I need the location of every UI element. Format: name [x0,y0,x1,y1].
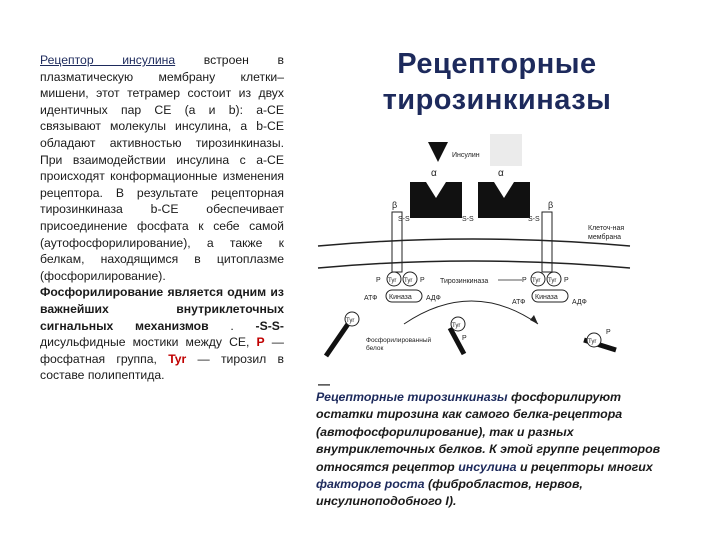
receptor-description [40,52,284,384]
kinase-label-left: Киназа [389,294,412,301]
alpha-subunit-left [410,182,462,218]
adp-right: АДФ [572,299,587,306]
caption-dash: — [318,377,330,391]
tyr-left-1: Tyr [388,278,397,284]
protein-tyr-right: Tyr [588,339,597,345]
ss-bridge-right: S-S [528,216,540,223]
tyr-definition: — тирозил в составе полипептида. [40,351,284,383]
receptor-lead-link[interactable]: Рецептор инсулина [40,53,176,67]
caption-body-3: (фибробластов, нервов, инсулиноподобного I). [316,477,583,509]
receptor-diagram [312,128,644,370]
ss-term: -S-S- [255,318,284,333]
atp-left: АТФ [364,295,378,302]
beta-label-right: β [548,200,554,210]
caption-body-2: и рецепторы многих [516,459,653,474]
cell-membrane-inner [318,261,630,268]
tyr-right-1: Tyr [532,278,541,284]
phosphorylation-statement: Фосфорилирование является одним из важнейших внутриклеточных сигнальных механизмов [40,285,284,333]
growth-factors-link[interactable]: факторов роста [316,477,425,492]
kinase-label-right: Киназа [535,294,558,301]
alpha-subunit-right [478,182,530,218]
alpha-label-left: α [431,168,437,179]
p-left-1: P [376,277,381,284]
p-term: P [256,335,265,350]
p-right-2: P [564,277,569,284]
ss-bridge-left: S-S [398,216,410,223]
insulin-marker-icon [428,142,448,162]
protein-body-left [326,324,348,356]
membrane-label-2: мембрана [588,234,621,241]
cell-membrane [318,239,630,246]
statement-dot: . [208,318,256,333]
protein-tyr-center: Tyr [452,323,461,329]
ss-bridge-center: S-S [462,216,474,223]
title-line-2: тирозинкиназы [382,84,612,116]
paragraph-main: встроен в плазматическую мембрану клетки–мишени, этот тетрамер состоит из двух идентичных пар СЕ (а и b): a‑СЕ связывают молекулы инсулина, а b‑СЕ обладают активностью тирозинкиназы. При взаимодействии инсулина с а‑СЕ происходят конформационные изменения рецептора. В результате рецепторная тирозинкиназа b‑СЕ обеспечивает присоединение фосфата к себе самой (аутофосфорилирование), а также к белкам, находящимся в цитоплазме (фосфорилирование). [40,53,284,283]
ss-definition: дисульфидные мостики между СЕ, [40,335,250,350]
tk-label: Тирозинкиназа [440,278,489,285]
protein-p-center: P [462,335,467,342]
protein-label-2: белок [366,345,384,352]
atp-right: АТФ [512,299,526,306]
tyr-right-2: Tyr [548,278,557,284]
p-definition: — фосфатная группа, [40,335,284,366]
tyr-left-2: Tyr [404,278,413,284]
p-left-2: P [420,277,425,284]
tyr-term: Tyr [168,351,187,366]
p-right-1: P [522,277,527,284]
adp-left: АДФ [426,295,441,302]
caption-term-link[interactable]: Рецепторные тирозинкиназы [316,390,508,404]
title-line-1: Рецепторные [397,48,597,80]
protein-p-right: P [606,329,611,336]
beta-label-left: β [392,200,398,210]
insulin-link[interactable]: инсулина [458,459,517,474]
slide-title [372,46,622,118]
insulin-box [490,134,522,166]
protein-label-1: Фосфорилированный [366,337,432,344]
insulin-label: Инсулин [452,152,480,159]
reaction-arrowhead [530,315,538,324]
alpha-label-right: α [498,168,504,179]
protein-tyr-left: Tyr [346,318,355,324]
membrane-label-1: Клеточ-ная [588,225,625,232]
caption-body-1: фосфорилируют остатки тирозина как самого белка-рецептора (автофосфорилирование), так и разных внутриклеточных белков. К этой группе рецепторов относятся рецептор [316,390,661,474]
caption-text [316,389,672,511]
